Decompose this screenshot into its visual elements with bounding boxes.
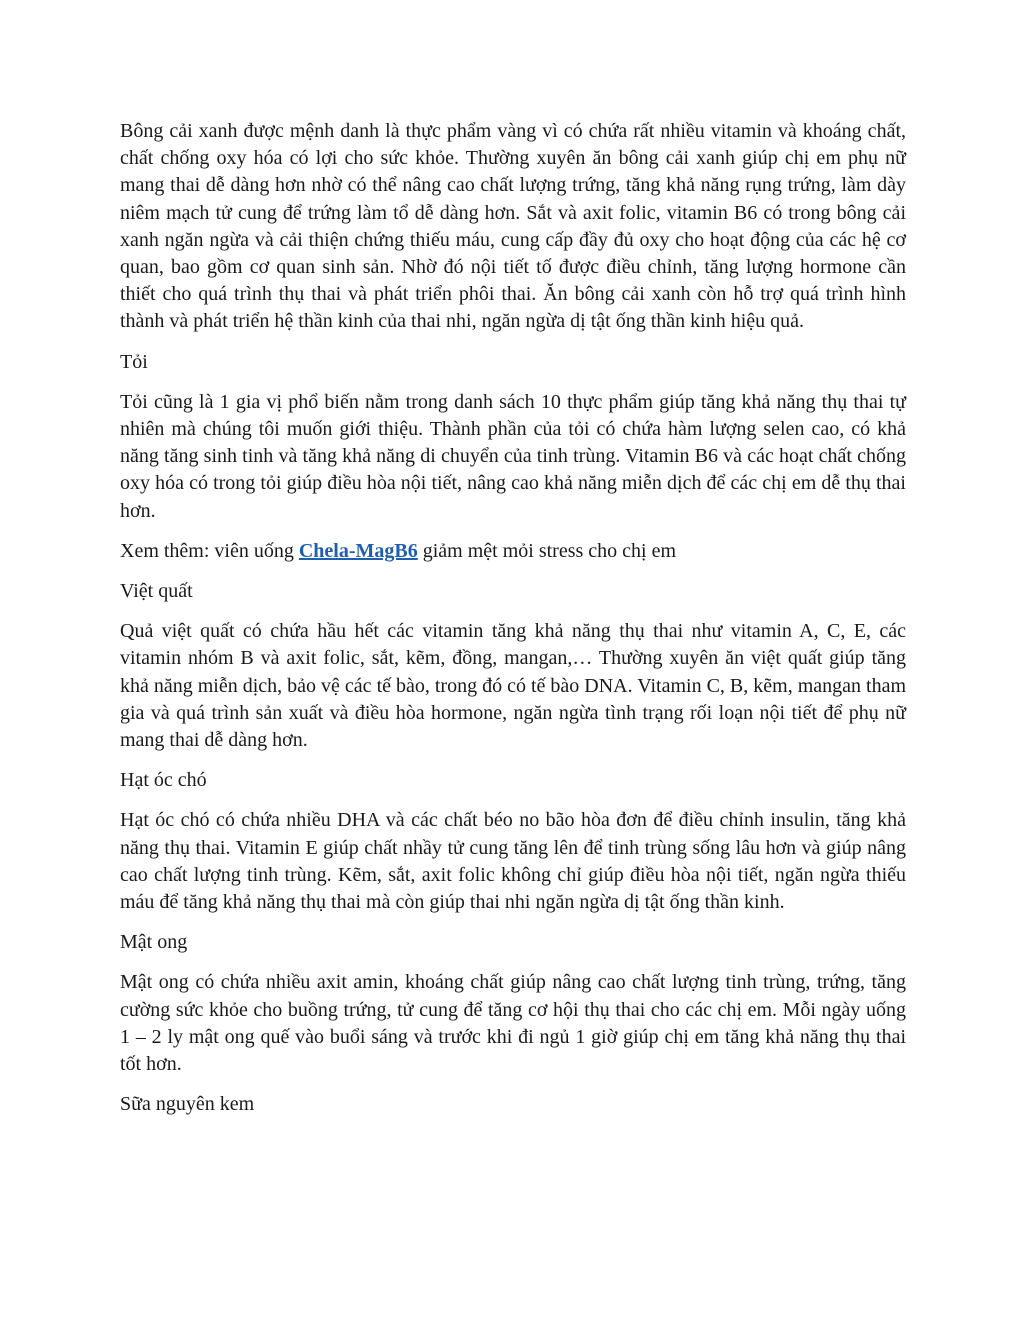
heading-whole-milk: Sữa nguyên kem [120, 1093, 255, 1116]
see-more-line [120, 538, 906, 565]
see-more-suffix: giảm mệt mỏi stress cho chị em [417, 539, 677, 562]
heading-honey: Mật ong [120, 931, 188, 954]
document-page [120, 118, 906, 1132]
heading-blueberry: Việt quất [120, 580, 193, 603]
paragraph-garlic: Tỏi cũng là 1 gia vị phổ biến nằm trong danh sách 10 thực phẩm giúp tăng khả năng thụ thai tự nhiên mà chúng tôi muốn giới thiệu. Thành phần của tỏi có chứa hàm lượng selen cao, có khả năng tăng sinh tinh và tăng khả năng di chuyển của tinh trùng. Vitamin B6 và các hoạt chất chống oxy hóa có trong tỏi giúp điều hòa nội tiết, nâng cao khả năng miễn dịch để các chị em dễ thụ thai hơn. [120, 390, 906, 522]
paragraph-broccoli: Bông cải xanh được mệnh danh là thực phẩm vàng vì có chứa rất nhiều vitamin và khoáng chất, chất chống oxy hóa có lợi cho sức khỏe. Thường xuyên ăn bông cải xanh giúp chị em phụ nữ mang thai dễ dàng hơn nhờ có thể nâng cao chất lượng trứng, tăng khả năng rụng trứng, làm dày niêm mạch tử cung để trứng làm tổ dễ dàng hơn. Sắt và axit folic, vitamin B6 có trong bông cải xanh ngăn ngừa và cải thiện chứng thiếu máu, cung cấp đầy đủ oxy cho hoạt động của các hệ cơ quan, bao gồm cơ quan sinh sản. Nhờ đó nội tiết tố được điều chỉnh, tăng lượng hormone cần thiết cho quá trình thụ thai và phát triển phôi thai. Ăn bông cải xanh còn hỗ trợ quá trình hình thành và phát triển hệ thần kinh của thai nhi, ngăn ngừa dị tật ống thần kinh hiệu quả. [120, 120, 906, 333]
see-more-prefix: Xem thêm: viên uống [120, 539, 299, 562]
paragraph-blueberry: Quả việt quất có chứa hầu hết các vitamin tăng khả năng thụ thai như vitamin A, C, E, các vitamin nhóm B và axit folic, sắt, kẽm, đồng, mangan,… Thường xuyên ăn việt quất giúp tăng khả năng miễn dịch, bảo vệ các tế bào, trong đó có tế bào DNA. Vitamin C, B, kẽm, mangan tham gia và quá trình sản xuất và điều hòa hormone, ngăn ngừa tình trạng rối loạn nội tiết để phụ nữ mang thai dễ dàng hơn. [120, 620, 907, 752]
paragraph-honey: Mật ong có chứa nhiều axit amin, khoáng chất giúp nâng cao chất lượng tinh trùng, trứng, tăng cường sức khỏe cho buồng trứng, tử cung để tăng cơ hội thụ thai cho các chị em. Mỗi ngày uống 1 – 2 ly mật ong quế vào buổi sáng và trước khi đi ngủ 1 giờ giúp chị em tăng khả năng thụ thai tốt hơn. [120, 971, 906, 1076]
heading-garlic: Tỏi [120, 350, 148, 373]
chela-magb6-link[interactable]: Chela-MagB6 [298, 539, 418, 562]
heading-walnut: Hạt óc chó [120, 769, 207, 792]
paragraph-walnut: Hạt óc chó có chứa nhiều DHA và các chất béo no bão hòa đơn để điều chỉnh insulin, tăng khả năng thụ thai. Vitamin E giúp chất nhầy tử cung tăng lên để tinh trùng sống lâu hơn và giúp nâng cao chất lượng tinh trùng. Kẽm, sắt, axit folic không chỉ giúp điều hòa nội tiết, ngăn ngừa thiếu máu để tăng khả năng thụ thai mà còn giúp thai nhi ngăn ngừa dị tật ống thần kinh. [120, 809, 906, 914]
